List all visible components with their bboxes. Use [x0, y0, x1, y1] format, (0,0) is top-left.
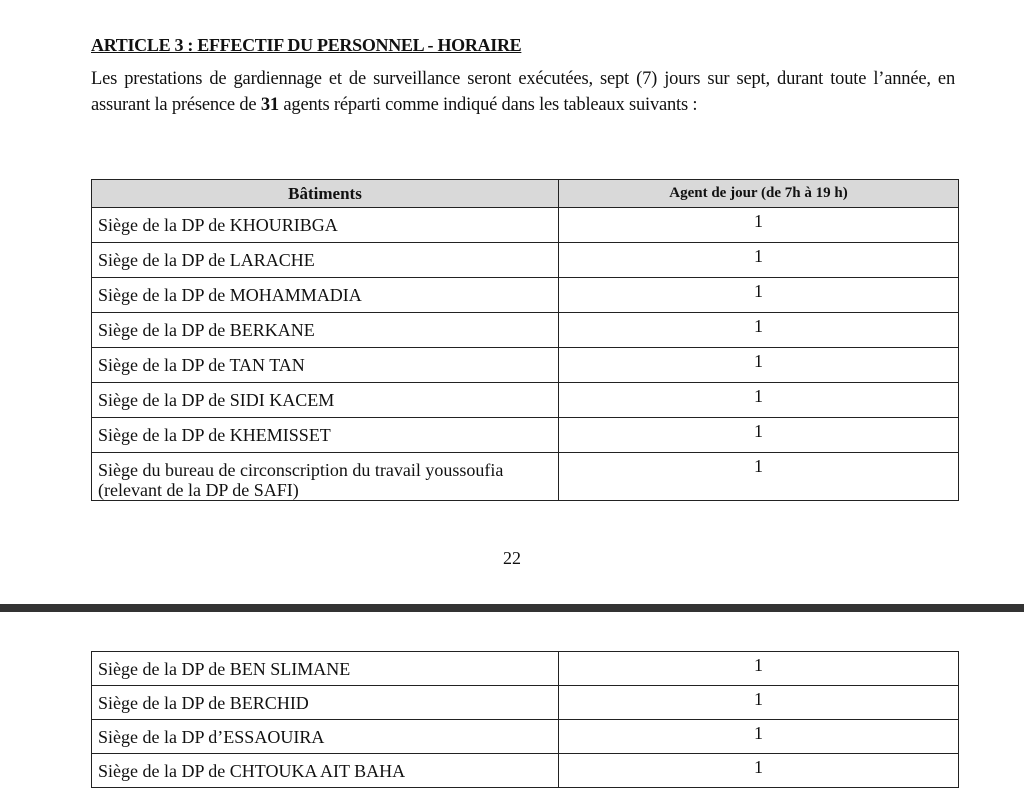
agents-cell: 1: [559, 720, 959, 754]
table-row: [92, 720, 959, 754]
table-row: [92, 208, 959, 243]
building-cell: Siège de la DP de BERCHID: [92, 686, 559, 720]
building-cell: Siège de la DP de SIDI KACEM: [92, 383, 559, 418]
building-cell: Siège de la DP de KHOURIBGA: [92, 208, 559, 243]
article-title: ARTICLE 3 : EFFECTIF DU PERSONNEL - HORAIRE: [91, 35, 522, 55]
table-row: [92, 313, 959, 348]
building-cell: Siège de la DP de BERKANE: [92, 313, 559, 348]
header-day-agents: Agent de jour (de 7h à 19 h): [559, 180, 959, 208]
agents-cell: 1: [559, 418, 959, 453]
agents-cell: 1: [559, 754, 959, 788]
table-row: [92, 453, 959, 501]
table-row: [92, 652, 959, 686]
table-row: [92, 243, 959, 278]
table-row: [92, 686, 959, 720]
staffing-table: [91, 179, 959, 501]
building-cell: Siège de la DP d’ESSAOUIRA: [92, 720, 559, 754]
agents-cell: 1: [559, 652, 959, 686]
agent-count: 31: [260, 95, 279, 115]
agents-cell: 1: [559, 453, 959, 501]
table-row: [92, 418, 959, 453]
building-cell: Siège de la DP de MOHAMMADIA: [92, 278, 559, 313]
building-cell: Siège de la DP de CHTOUKA AIT BAHA: [92, 754, 559, 788]
table-row: [92, 278, 959, 313]
building-cell: Siège de la DP de TAN TAN: [92, 348, 559, 383]
building-cell: Siège du bureau de circonscription du travail youssoufia (relevant de la DP de SAFI): [92, 453, 559, 501]
page-number: 22: [503, 548, 521, 568]
page-separator: [0, 604, 1024, 612]
agents-cell: 1: [559, 208, 959, 243]
agents-cell: 1: [559, 383, 959, 418]
agents-cell: 1: [559, 313, 959, 348]
agents-cell: 1: [559, 243, 959, 278]
agents-cell: 1: [559, 348, 959, 383]
table-row: [92, 754, 959, 788]
table-header-row: [92, 180, 959, 208]
article-paragraph: [91, 66, 955, 118]
table-row: [92, 383, 959, 418]
paragraph-text: agents réparti comme indiqué dans les tableaux suivants :: [278, 95, 698, 115]
agents-cell: 1: [559, 278, 959, 313]
header-buildings: Bâtiments: [92, 180, 559, 208]
building-cell: Siège de la DP de KHEMISSET: [92, 418, 559, 453]
agents-cell: 1: [559, 686, 959, 720]
staffing-table-continued: [91, 651, 959, 788]
building-cell: Siège de la DP de BEN SLIMANE: [92, 652, 559, 686]
table-row: [92, 348, 959, 383]
paragraph-text: Les prestations de gardiennage et de surveillance seront exécutées, sept (7) jours sur sept, durant toute l’année, en assurant la présence de: [91, 69, 955, 115]
building-cell: Siège de la DP de LARACHE: [92, 243, 559, 278]
